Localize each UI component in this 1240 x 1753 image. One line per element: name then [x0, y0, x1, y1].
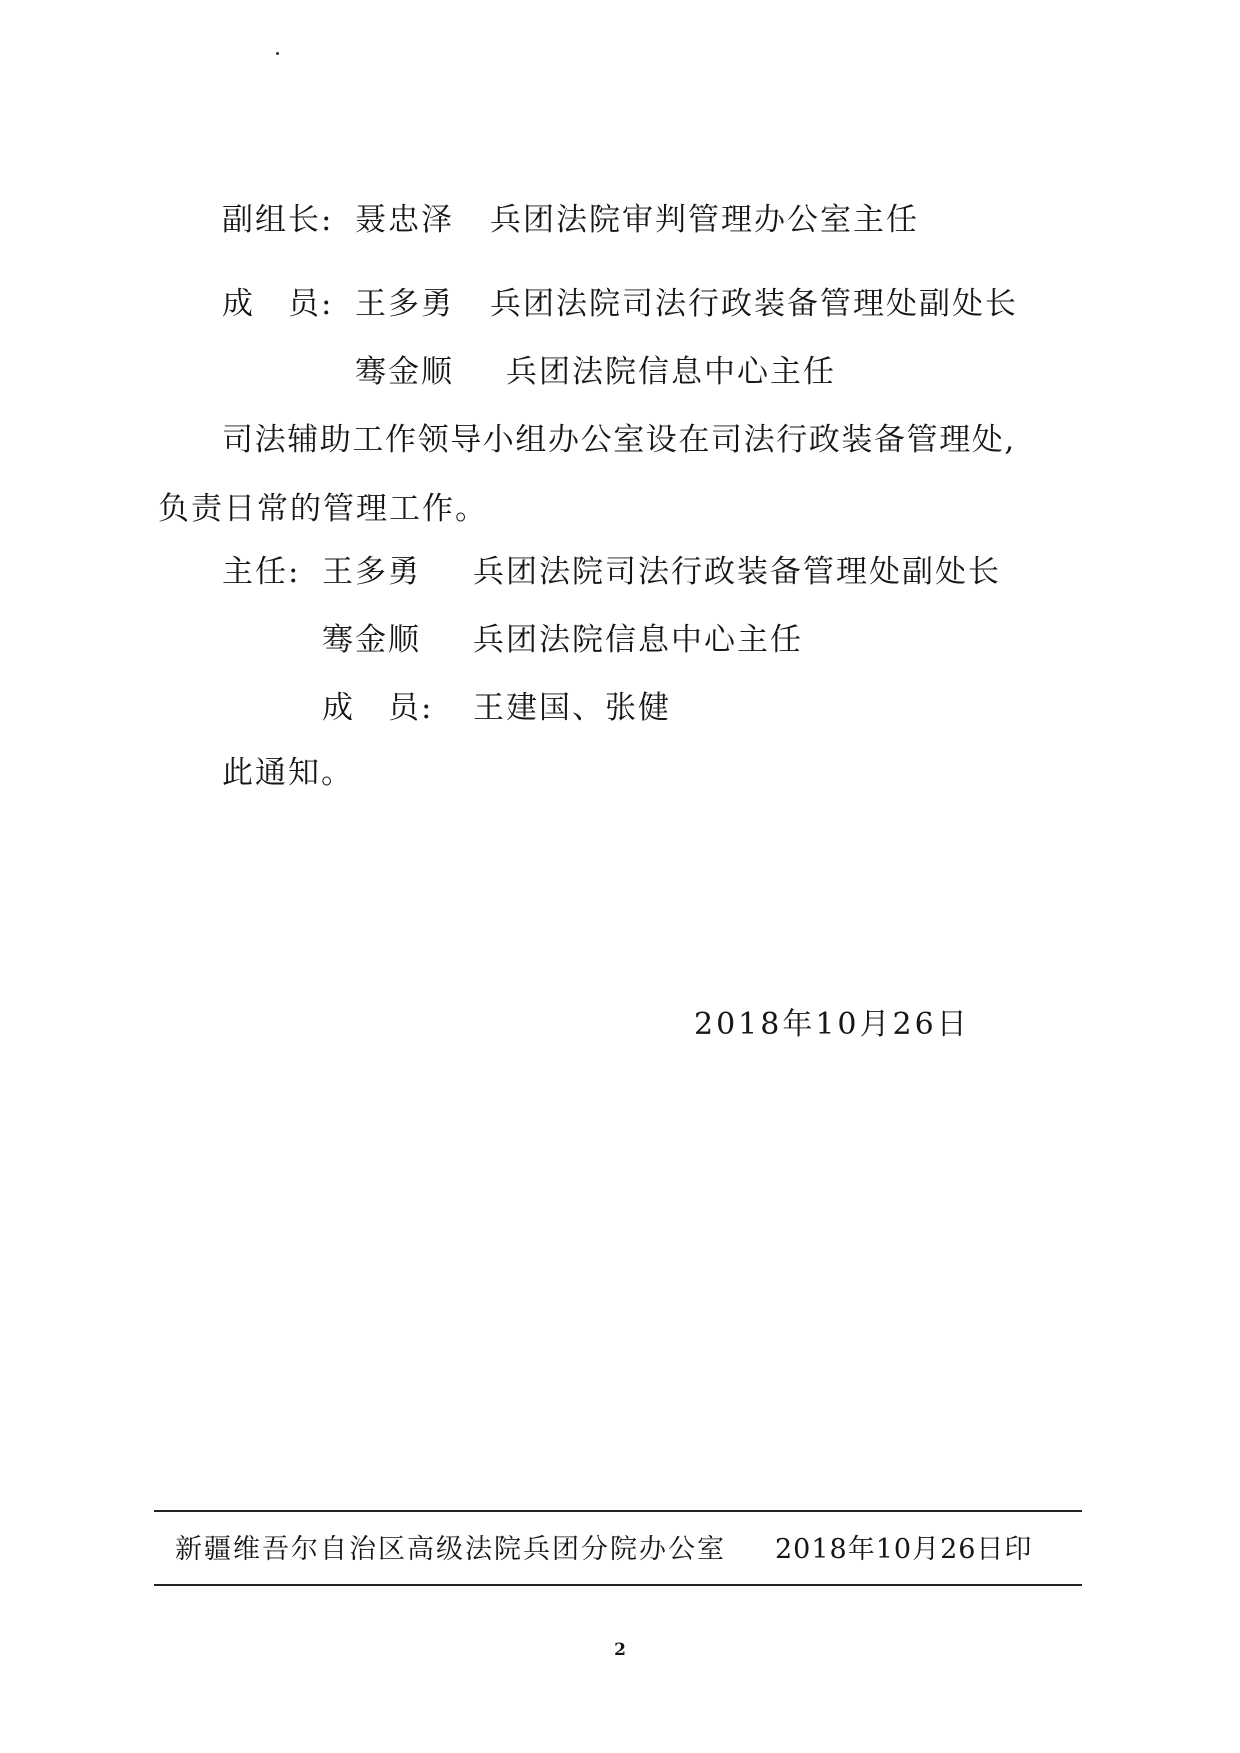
deputy-leader-line — [222, 200, 1122, 240]
office-members-names: 王建国、张健 — [473, 690, 671, 726]
member-name-1: 王多勇 — [355, 286, 454, 322]
director-line — [222, 552, 1122, 592]
director-role: 主任: — [222, 554, 301, 590]
footer-bottom-rule — [154, 1584, 1082, 1586]
deputy-leader-title: 兵团法院审判管理办公室主任 — [490, 202, 919, 238]
deputy-leader-name: 聂忠泽 — [355, 202, 454, 238]
member-name-2: 骞金顺 — [355, 354, 454, 390]
office-members-role: 成 员: — [322, 690, 434, 726]
scan-speck — [276, 52, 279, 55]
footer-issuer: 新疆维吾尔自治区高级法院兵团分院办公室 — [175, 1534, 726, 1565]
deputy-leader-role: 副组长: — [222, 202, 334, 238]
office-paragraph-line-2: 负责日常的管理工作。 — [158, 491, 488, 527]
director-title-2: 兵团法院信息中心主任 — [473, 622, 803, 658]
director-name: 王多勇 — [322, 554, 421, 590]
director-name-2: 骞金顺 — [322, 622, 421, 658]
member-title-2: 兵团法院信息中心主任 — [506, 354, 836, 390]
footer-top-rule — [154, 1510, 1082, 1512]
member-line-2 — [222, 352, 1122, 392]
closing-text: 此通知。 — [222, 755, 354, 791]
member-line-1 — [222, 284, 1122, 324]
member-title-1: 兵团法院司法行政装备管理处副处长 — [490, 286, 1018, 322]
director-line-2 — [222, 620, 1122, 660]
member-role: 成 员: — [222, 286, 334, 322]
office-paragraph-line-1: 司法辅助工作领导小组办公室设在司法行政装备管理处, — [222, 422, 1016, 458]
page-number: 2 — [614, 1640, 626, 1660]
signature-date: 2018年10月26日 — [694, 1007, 970, 1042]
office-members-line — [222, 688, 1122, 728]
director-title: 兵团法院司法行政装备管理处副处长 — [473, 554, 1001, 590]
footer-print-date: 2018年10月26日印 — [775, 1534, 1033, 1565]
